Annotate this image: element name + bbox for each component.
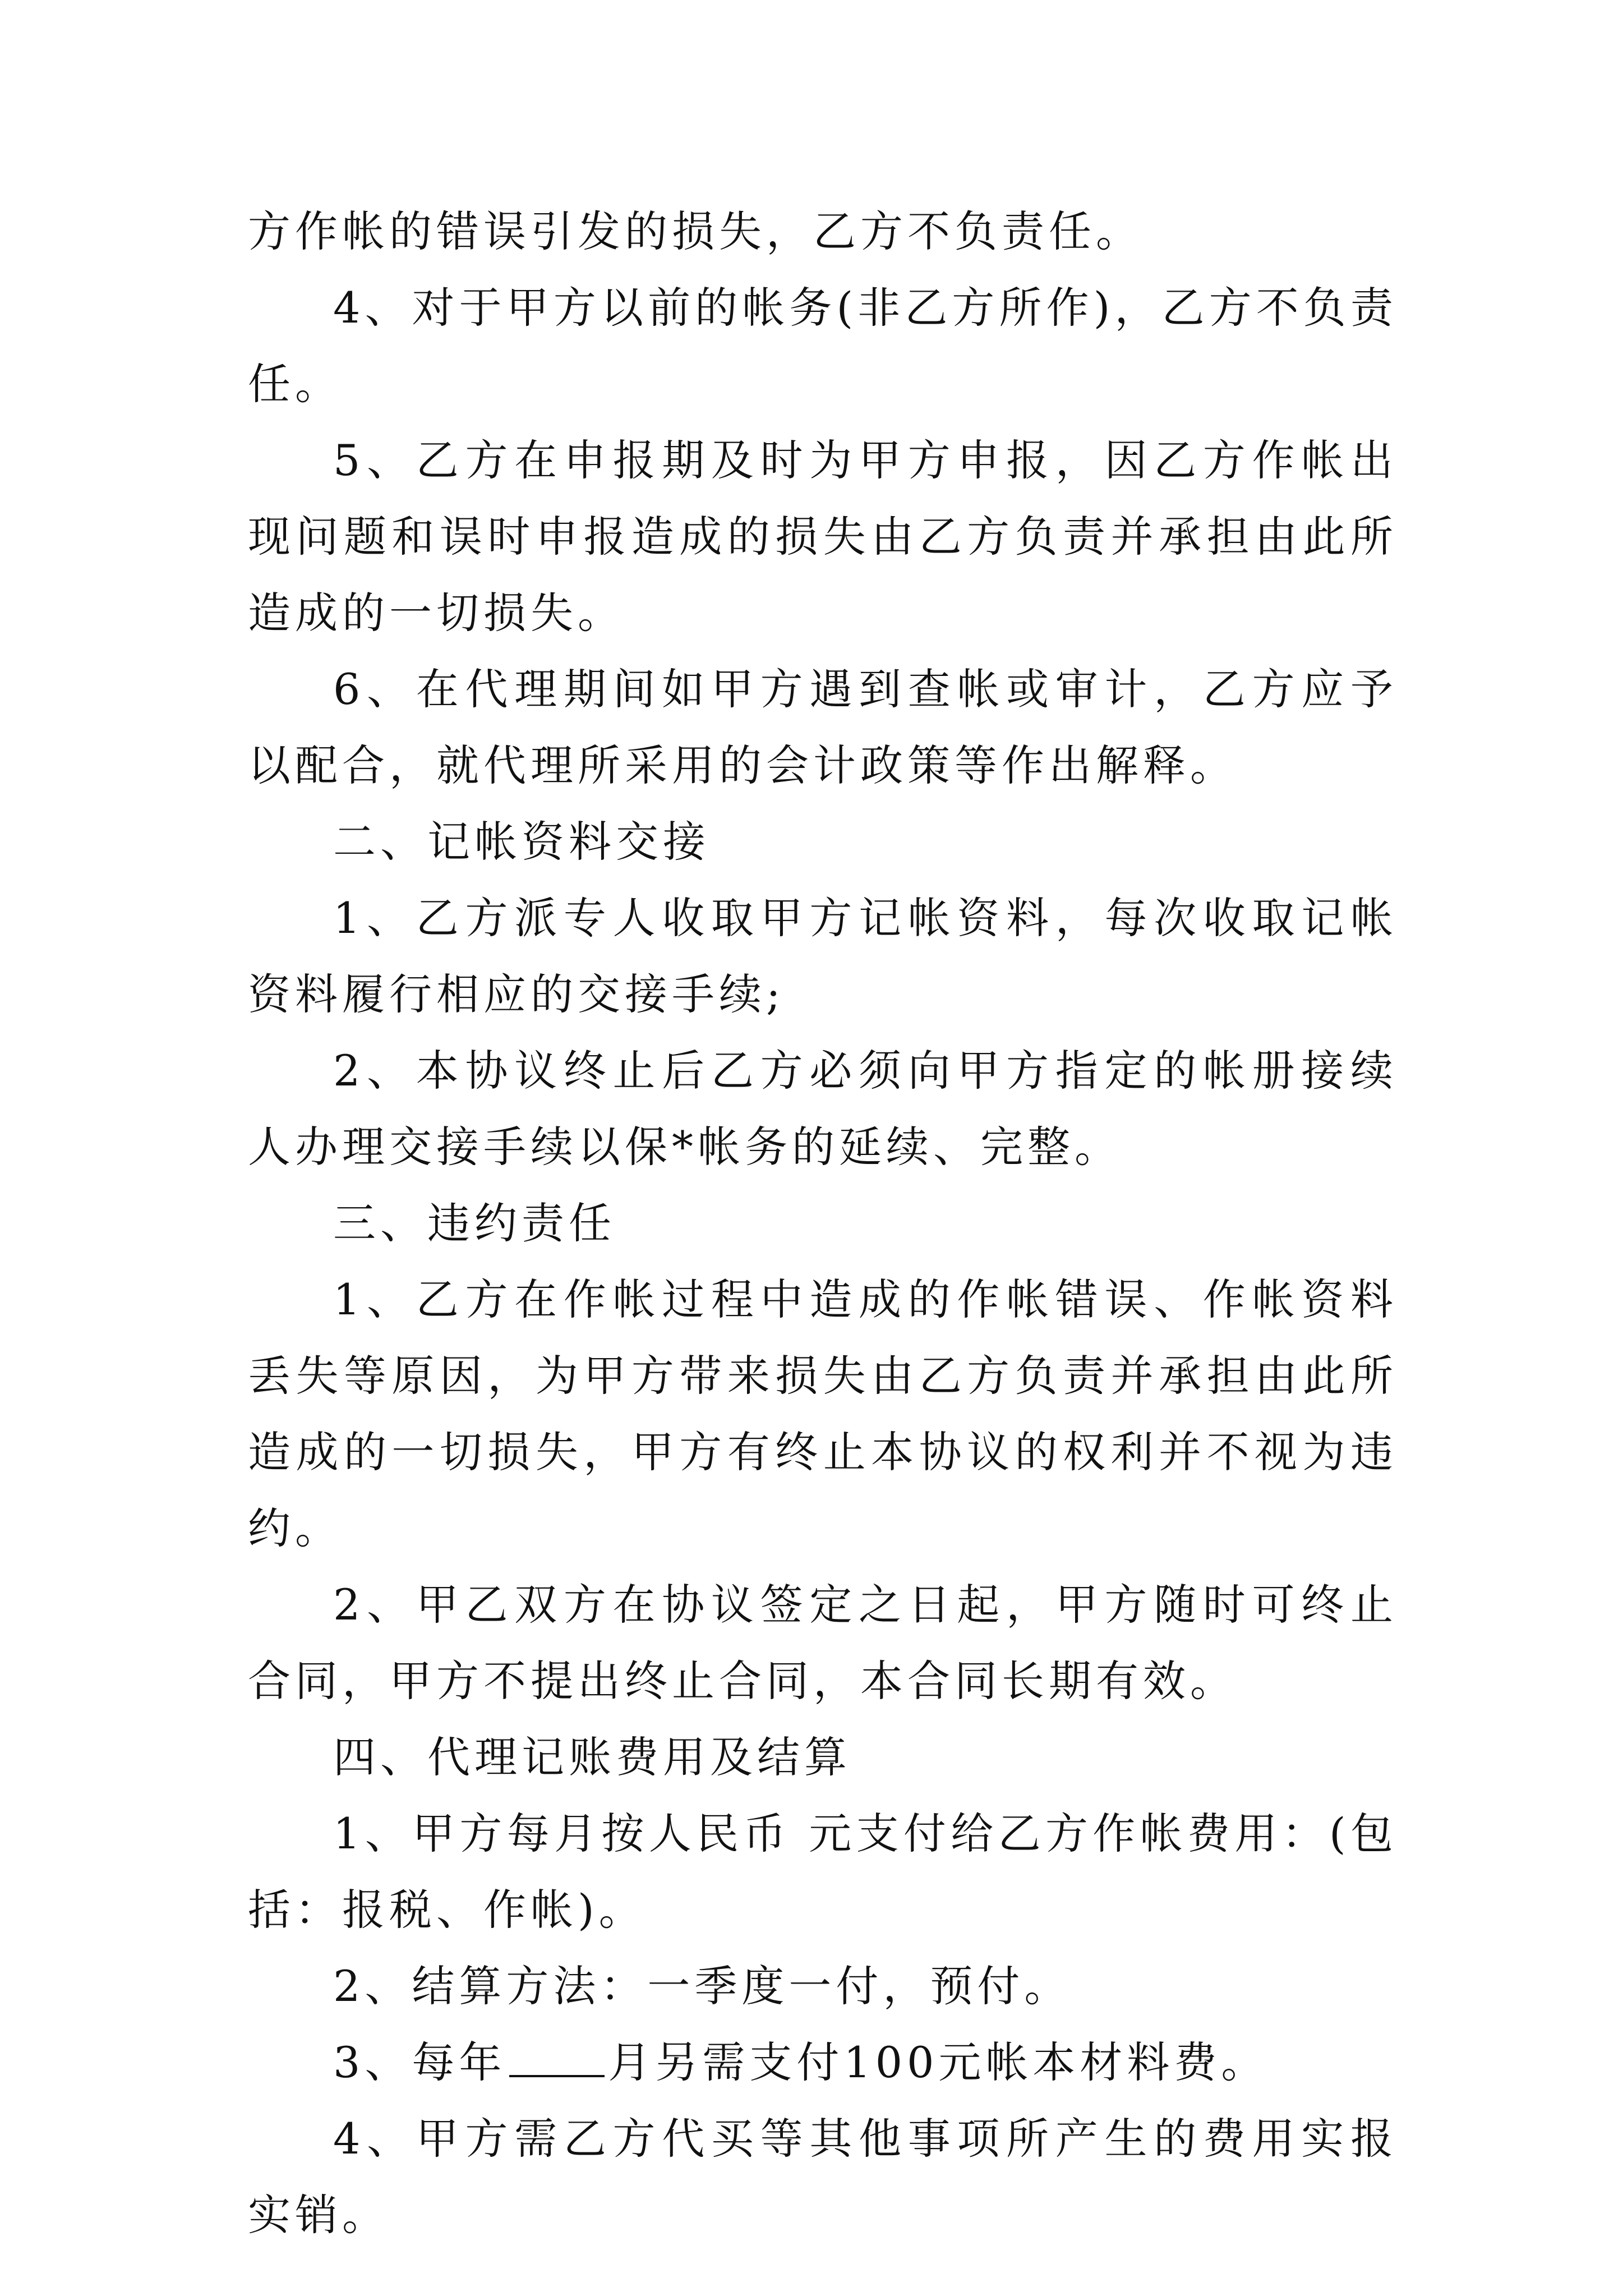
month-blank-line <box>509 2041 605 2077</box>
paragraph-liability-2: 2、甲乙双方在协议签定之日起，甲方随时可终止合同，甲方不提出终止合同，本合同长期有效。 <box>248 1580 1398 1706</box>
paragraph-fee-4: 4、甲方需乙方代买等其他事项所产生的费用实报实销。 <box>248 2114 1398 2240</box>
section-heading-4: 四、代理记账费用及结算 <box>333 1732 851 1782</box>
section-heading-3: 三、违约责任 <box>333 1198 616 1248</box>
fee-3-suffix: 月另需支付100元帐本材料费。 <box>608 2037 1269 2087</box>
document-body <box>248 194 1398 2253</box>
paragraph-clause-5: 5、乙方在申报期及时为甲方申报，因乙方作帐出现问题和误时申报造成的损失由乙方负责并承担由此所造成的一切损失。 <box>248 435 1398 638</box>
paragraph-fee-3 <box>248 2024 1398 2101</box>
paragraph-clause-4: 4、对于甲方以前的帐务(非乙方所作)，乙方不负责任。 <box>248 283 1398 409</box>
section-heading-2: 二、记帐资料交接 <box>333 817 710 867</box>
paragraph-liability-1: 1、乙方在作帐过程中造成的作帐错误、作帐资料丢失等原因，为甲方带来损失由乙方负责并承担由此所造成的一切损失，甲方有终止本协议的权利并不视为违约。 <box>248 1274 1398 1553</box>
paragraph-fee-1: 1、甲方每月按人民币 元支付给乙方作帐费用：(包括：报税、作帐)。 <box>248 1809 1398 1935</box>
paragraph-continuation: 方作帐的错误引发的损失，乙方不负责任。 <box>248 206 1143 256</box>
fee-3-prefix: 3、每年 <box>333 2037 506 2087</box>
paragraph-fee-2: 2、结算方法：一季度一付，预付。 <box>333 1961 1072 2011</box>
paragraph-handover-2: 2、本协议终止后乙方必须向甲方指定的帐册接续人办理交接手续以保*帐务的延续、完整。 <box>248 1046 1398 1172</box>
paragraph-handover-1: 1、乙方派专人收取甲方记帐资料，每次收取记帐资料履行相应的交接手续; <box>248 893 1398 1019</box>
paragraph-clause-6: 6、在代理期间如甲方遇到查帐或审计，乙方应予以配合，就代理所采用的会计政策等作出解释。 <box>248 664 1398 790</box>
